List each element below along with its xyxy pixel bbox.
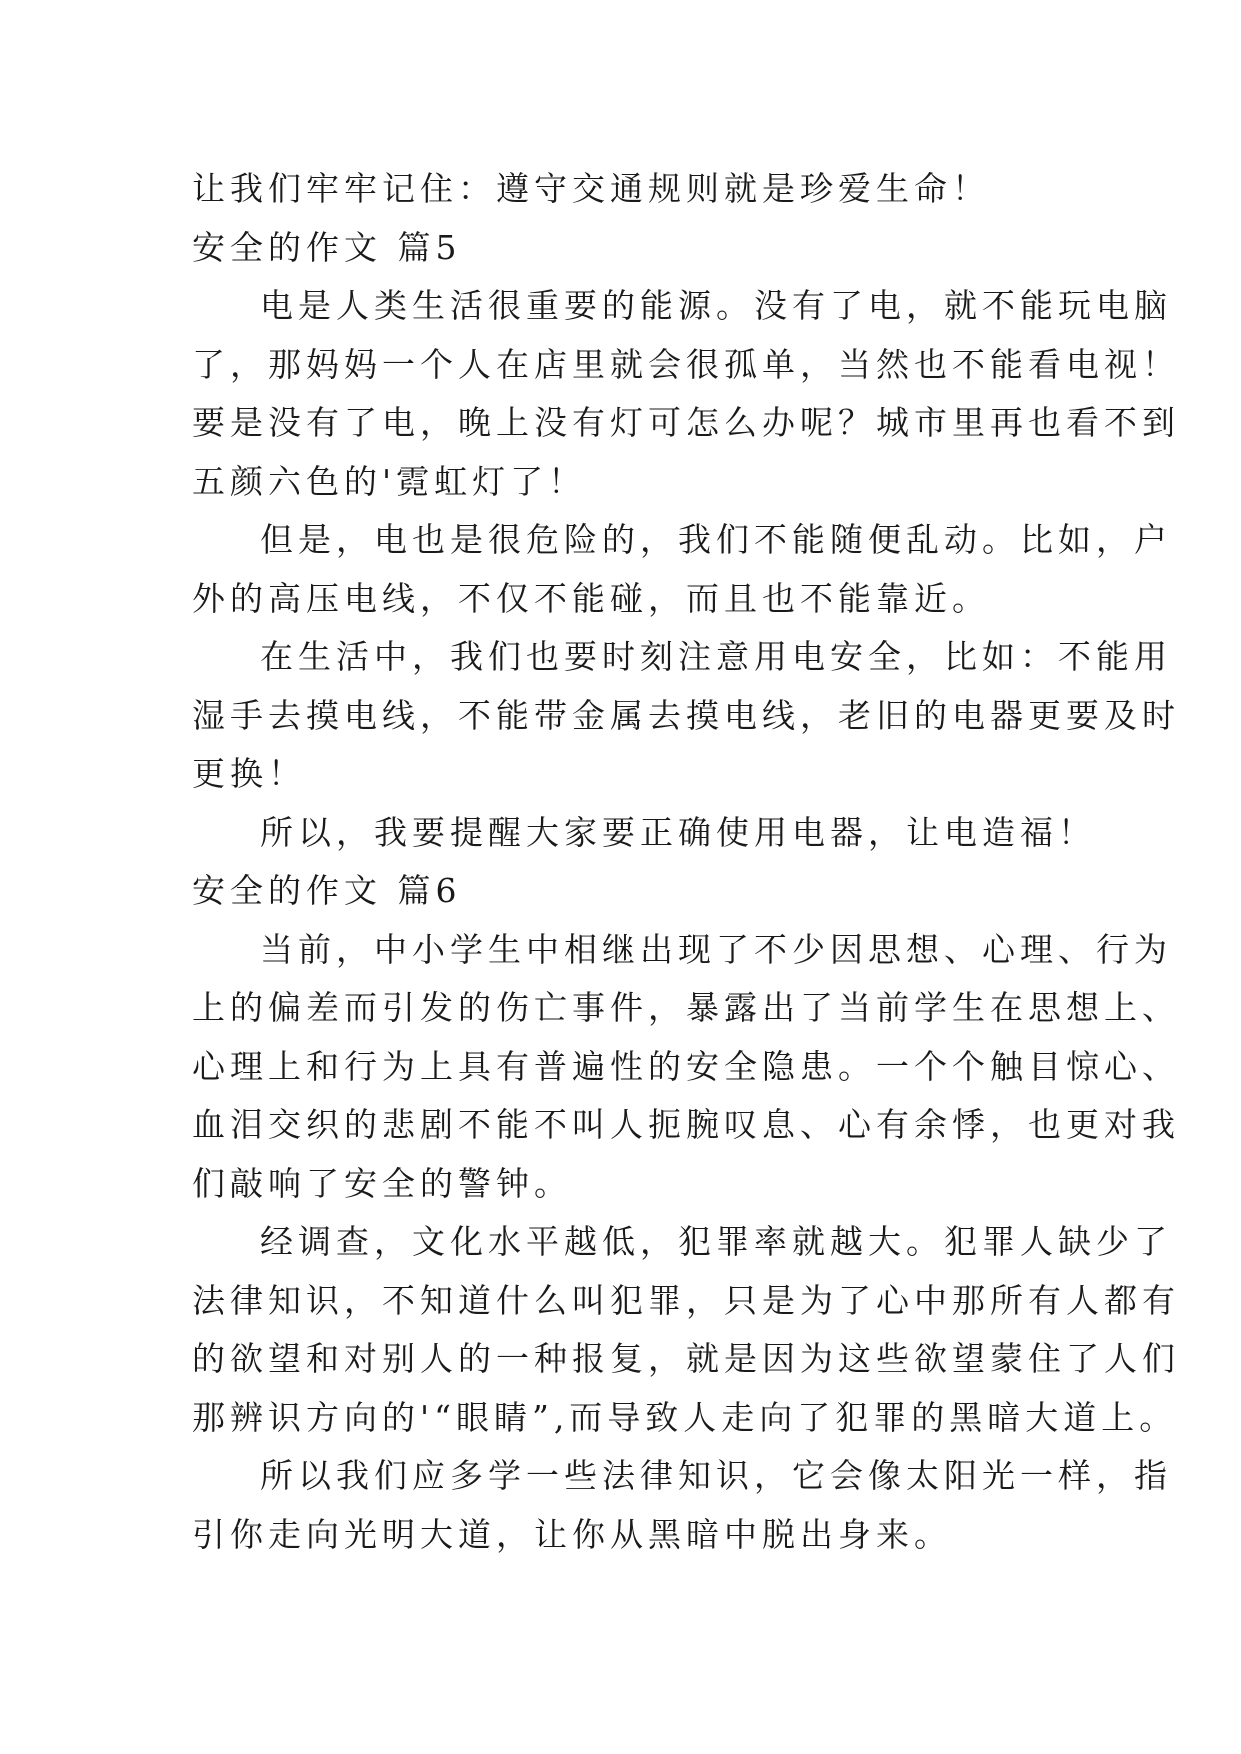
- paragraph-line: 让我们牢牢记住：遵守交通规则就是珍爱生命！: [192, 169, 990, 208]
- paragraph-line: 在生活中，我们也要时刻注意用电安全，比如：不能用: [260, 637, 1172, 676]
- paragraph-line: 所以，我要提醒大家要正确使用电器，让电造福！: [260, 812, 1096, 852]
- paragraph-line: 电是人类生活很重要的能源。没有了电，就不能玩电脑: [260, 286, 1172, 325]
- paragraph-line: 经调查，文化水平越低，犯罪率就越大。犯罪人缺少了: [260, 1222, 1172, 1261]
- paragraph-line: 法律知识，不知道什么叫犯罪，只是为了心中那所有人都有: [192, 1280, 1180, 1320]
- paragraph-line: 心理上和行为上具有普遍性的安全隐患。一个个触目惊心、: [192, 1046, 1180, 1086]
- paragraph-line: 但是，电也是很危险的，我们不能随便乱动。比如，户: [260, 520, 1172, 559]
- paragraph-line: 们敲响了安全的警钟。: [192, 1163, 572, 1203]
- paragraph-line: 当前，中小学生中相继出现了不少因思想、心理、行为: [260, 929, 1172, 969]
- paragraph-line: 外的高压电线，不仅不能碰，而且也不能靠近。: [192, 578, 990, 618]
- paragraph-line: 湿手去摸电线，不能带金属去摸电线，老旧的电器更要及时: [192, 695, 1180, 735]
- paragraph-line: 引你走向光明大道，让你从黑暗中脱出身来。: [192, 1514, 952, 1554]
- paragraph-line: 上的偏差而引发的伤亡事件，暴露出了当前学生在思想上、: [192, 988, 1180, 1027]
- paragraph-line: 五颜六色的'霓虹灯了！: [192, 461, 587, 501]
- paragraph-line: 了，那妈妈一个人在店里就会很孤单，当然也不能看电视！: [192, 344, 1180, 384]
- paragraph-line: 要是没有了电，晚上没有灯可怎么办呢？城市里再也看不到: [192, 403, 1180, 442]
- paragraph-line: 血泪交织的悲剧不能不叫人扼腕叹息、心有余悸，也更对我: [192, 1105, 1180, 1144]
- paragraph-line: 那辨识方向的'“眼睛”,而导致人走向了犯罪的黑暗大道上。: [192, 1397, 1178, 1437]
- section-heading: 安全的作文 篇5: [192, 227, 462, 267]
- section-heading: 安全的作文 篇6: [192, 871, 462, 910]
- document-body: [192, 160, 1180, 1564]
- paragraph-line: 的欲望和对别人的一种报复，就是因为这些欲望蒙住了人们: [192, 1339, 1180, 1378]
- paragraph-line: 更换！: [192, 754, 306, 793]
- paragraph-line: 所以我们应多学一些法律知识，它会像太阳光一样，指: [260, 1456, 1172, 1495]
